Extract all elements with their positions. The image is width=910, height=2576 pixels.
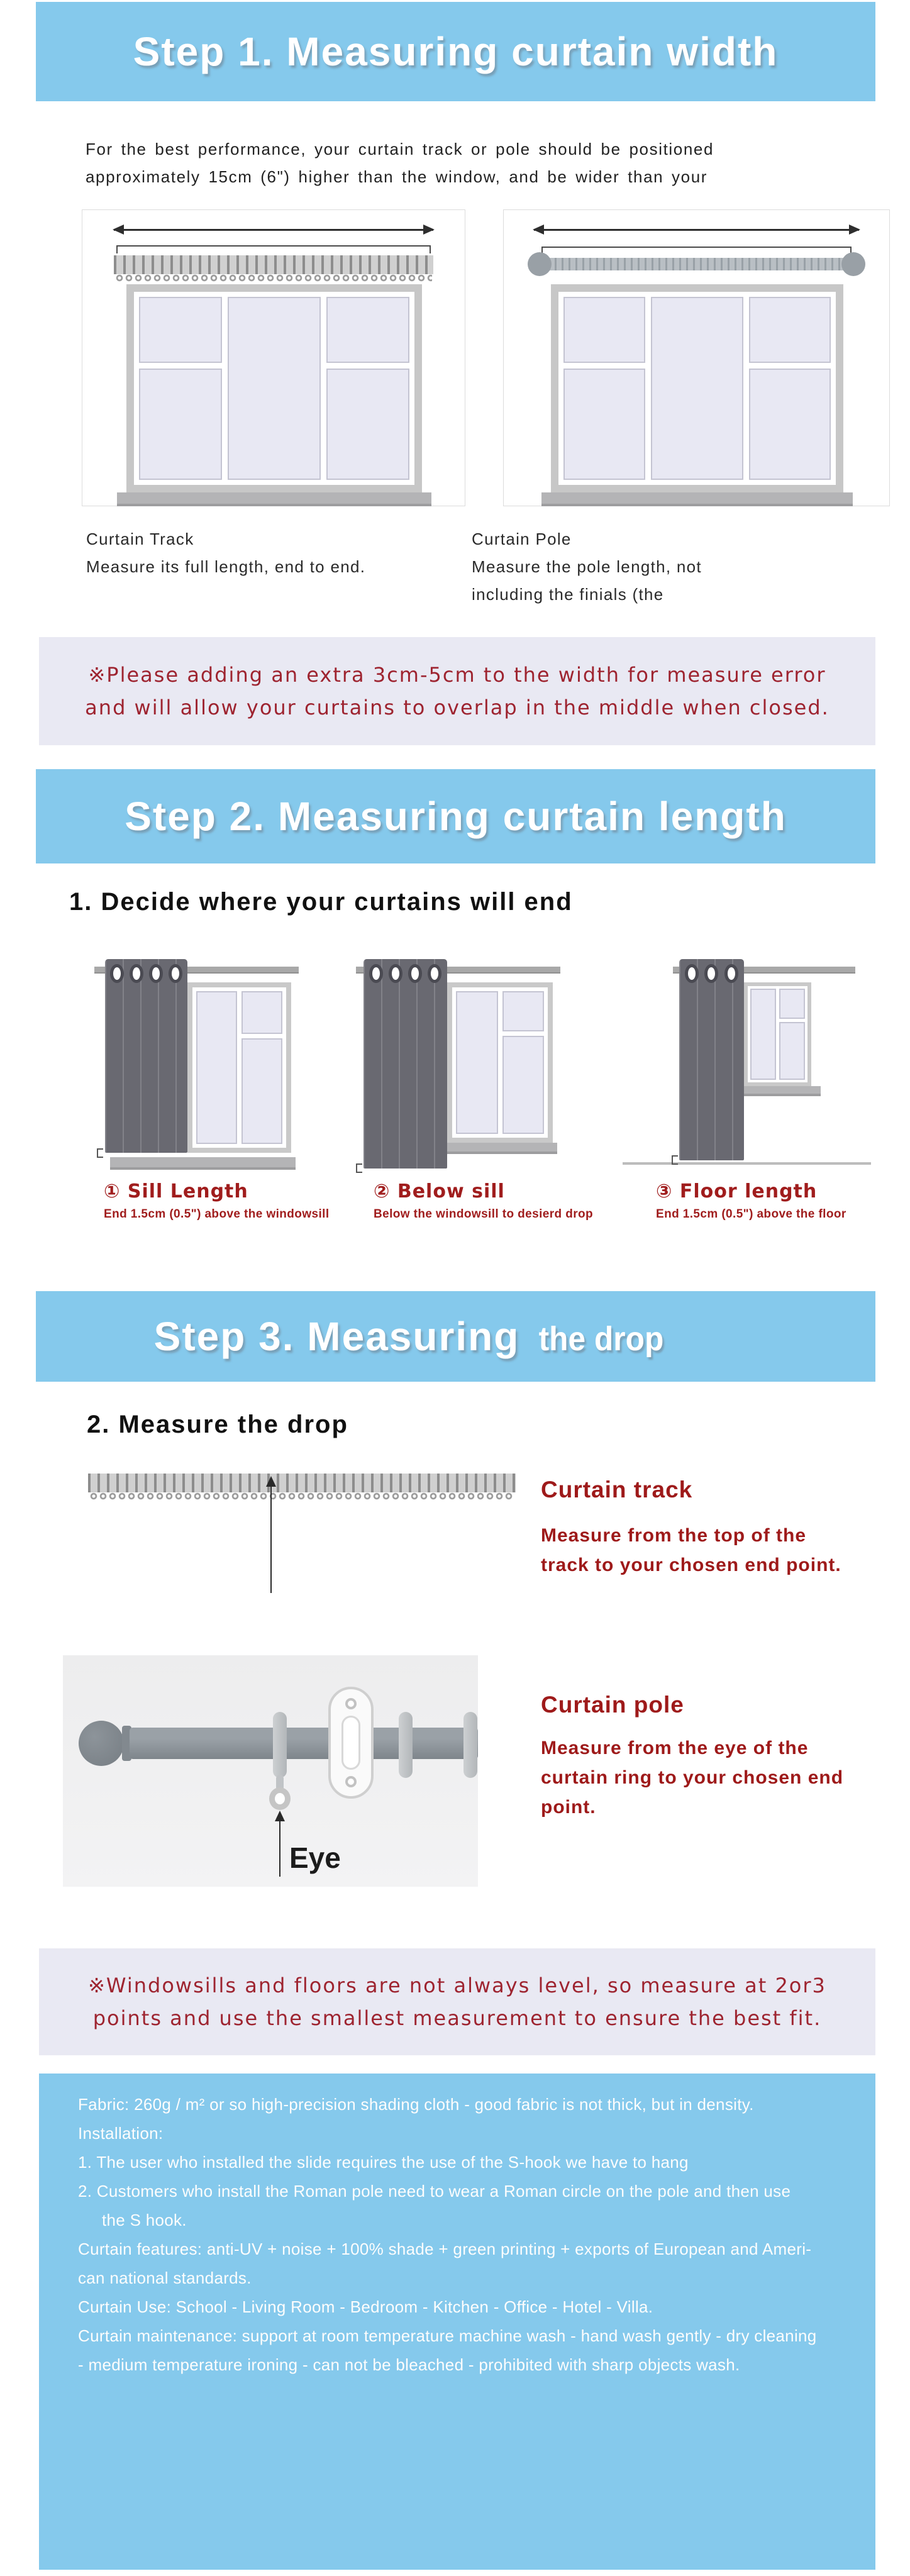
intro-line-2: approximately 15cm (6") higher than the window, and be wider than your (86, 167, 708, 186)
curtain-illustration (679, 959, 744, 1160)
track-caption-title: Curtain Track (86, 530, 194, 548)
window-pane (779, 1022, 805, 1080)
step3-banner-subtitle: the drop (538, 1320, 664, 1358)
info-line-fabric: Fabric: 260g / m² or so high-precision shading cloth - good fabric is not thick, but in density. (78, 2095, 754, 2114)
window-pane (502, 991, 545, 1031)
eyelet-icon (704, 964, 718, 983)
curtain-eyelets (108, 964, 185, 983)
info-line-install-2b: the S hook. (102, 2211, 187, 2229)
screw-hole-icon (345, 1776, 357, 1787)
window-pane (749, 369, 831, 480)
pole-finial-icon (841, 252, 865, 276)
window-pane (563, 369, 645, 480)
track-caption (86, 525, 463, 580)
window-pane (502, 1036, 545, 1134)
pole-caption-line: including the finials (the (472, 585, 664, 604)
width-arrow-icon (114, 229, 433, 231)
window-pane (241, 1038, 282, 1144)
eyelet-icon (169, 964, 182, 983)
window-sill (736, 1086, 821, 1096)
pole-caption-line: Measure the pole length, not (472, 557, 702, 576)
eyelet-icon (724, 964, 738, 983)
width-arrow-icon (534, 229, 859, 231)
step2-banner (36, 769, 875, 863)
measure-bracket (541, 247, 852, 253)
curtain-ring-icon (463, 1712, 477, 1778)
floor-length-figure (648, 943, 855, 1220)
sill-length-desc: End 1.5cm (0.5") above the windowsill (104, 1208, 330, 1221)
window-pane (563, 297, 645, 363)
width-note (39, 637, 875, 745)
step1-intro-paragraph (86, 135, 850, 191)
eyelet-icon (389, 964, 402, 983)
window-pane (749, 297, 831, 363)
window-pane (139, 297, 222, 363)
info-line-install-2: 2. Customers who install the Roman pole need to wear a Roman circle on the pole and then use (78, 2182, 791, 2201)
window-pane (196, 991, 237, 1144)
info-line-features-2: can national standards. (78, 2268, 252, 2287)
step3-banner-title: Step 3. Measuring (153, 1314, 520, 1359)
product-info-panel (39, 2074, 875, 2570)
below-sill-label: ② Below sill (374, 1180, 505, 1202)
track-band (114, 255, 433, 274)
below-sill-figure (356, 943, 594, 1221)
track-hooks (89, 1492, 514, 1502)
curtain-eyelets (366, 964, 445, 983)
track-measure-title: Curtain track (541, 1477, 693, 1502)
track-band (88, 1474, 516, 1492)
window-pane (750, 989, 776, 1080)
curtain-ring-icon (399, 1712, 413, 1778)
ring-eye-icon (269, 1787, 291, 1810)
step2-banner-title: Step 2. Measuring curtain length (125, 794, 787, 839)
pole-caption (472, 525, 874, 608)
step3-heading: 2. Measure the drop (87, 1411, 348, 1438)
floor-length-desc: End 1.5cm (0.5") above the floor (656, 1208, 846, 1221)
window-sill (110, 1157, 296, 1170)
track-measure-desc-line: track to your chosen end point. (541, 1555, 841, 1575)
length-mark-icon (672, 1155, 678, 1165)
length-mark-icon (97, 1148, 103, 1158)
eyelet-icon (408, 964, 422, 983)
note-line: and will allow your curtains to overlap in the middle when closed. (85, 696, 830, 719)
curtain-ring-icon (273, 1712, 287, 1778)
floor-length-label: ③ Floor length (656, 1180, 818, 1202)
window-illustration (126, 284, 422, 492)
info-line-installation: Installation: (78, 2124, 164, 2143)
window-illustration (744, 982, 811, 1086)
pole-bar (543, 258, 850, 270)
up-arrow-icon (279, 1820, 280, 1877)
curtain-track-diagram (82, 209, 465, 506)
below-sill-desc: Below the windowsill to desierd drop (374, 1208, 594, 1221)
note-line: ※Windowsills and floors are not always level, so measure at 2or3 (88, 1974, 826, 1997)
window-pane (228, 297, 321, 480)
window-pane (326, 297, 409, 363)
info-line-install-1: 1. The user who installed the slide requires the use of the S-hook we have to hang (78, 2153, 689, 2172)
eyelet-icon (685, 964, 699, 983)
window-illustration (551, 284, 843, 492)
window-illustration (187, 982, 291, 1153)
eye-label: Eye (289, 1841, 341, 1874)
pole-measure-desc-line: Measure from the eye of the (541, 1738, 809, 1758)
step1-banner (36, 2, 875, 101)
curtain-pole-diagram (503, 209, 890, 506)
note-line: ※Please adding an extra 3cm-5cm to the width for measure error (88, 663, 826, 687)
intro-line-1: For the best performance, your curtain track or pole should be positioned (86, 140, 714, 158)
eyelet-icon (130, 964, 143, 983)
pole-finial-icon (79, 1721, 124, 1766)
track-hooks (115, 274, 432, 284)
eyelet-icon (428, 964, 441, 983)
step1-banner-title: Step 1. Measuring curtain width (133, 29, 779, 74)
measure-bracket (116, 245, 431, 252)
info-line-features: Curtain features: anti-UV + noise + 100% shade + green printing + exports of European and Ameri- (78, 2240, 812, 2258)
eyelet-icon (369, 964, 383, 983)
window-illustration (447, 982, 553, 1143)
window-pane (456, 991, 498, 1134)
info-line-maintenance: Curtain maintenance: support at room temperature machine wash - hand wash gently - dry cleaning (78, 2326, 817, 2345)
window-pane (651, 297, 743, 480)
pole-measure-desc-line: curtain ring to your chosen end (541, 1767, 844, 1788)
eyelet-icon (110, 964, 124, 983)
sill-length-label: ① Sill Length (104, 1180, 248, 1202)
pole-caption-title: Curtain Pole (472, 530, 572, 548)
up-arrow-icon (270, 1485, 272, 1593)
pole-bracket (328, 1687, 374, 1799)
window-pane (139, 369, 222, 480)
curtain-illustration (105, 959, 187, 1153)
curtain-eyelets (682, 964, 741, 983)
floor-line (623, 1162, 871, 1165)
curtain-illustration (363, 959, 447, 1169)
pole-measure-diagram (63, 1655, 478, 1887)
length-mark-icon (356, 1163, 362, 1173)
window-pane (241, 991, 282, 1034)
eyelet-icon (149, 964, 163, 983)
track-measure-desc-line: Measure from the top of the (541, 1525, 807, 1546)
pole-measure-title: Curtain pole (541, 1692, 684, 1718)
pole-finial-icon (528, 252, 552, 276)
step2-heading: 1. Decide where your curtains will end (69, 888, 573, 916)
note-line: points and use the smallest measurement to ensure the best fit. (92, 2006, 822, 2030)
info-line-maintenance-2: - medium temperature ironing - can not be bleached - prohibited with sharp objects wash. (78, 2355, 740, 2374)
pole-bar (130, 1728, 478, 1759)
window-sill (541, 492, 853, 506)
level-note (39, 1948, 875, 2055)
screw-hole-icon (345, 1698, 357, 1709)
info-line-use: Curtain Use: School - Living Room - Bedroom - Kitchen - Office - Hotel - Villa. (78, 2297, 653, 2316)
window-pane (326, 369, 409, 480)
step3-banner (36, 1291, 875, 1382)
track-caption-text: Measure its full length, end to end. (86, 557, 366, 576)
window-pane (779, 989, 805, 1019)
pole-measure-desc-line: point. (541, 1797, 596, 1818)
window-sill (117, 492, 431, 506)
sill-length-figure (94, 943, 330, 1221)
bracket-slot (341, 1716, 360, 1770)
